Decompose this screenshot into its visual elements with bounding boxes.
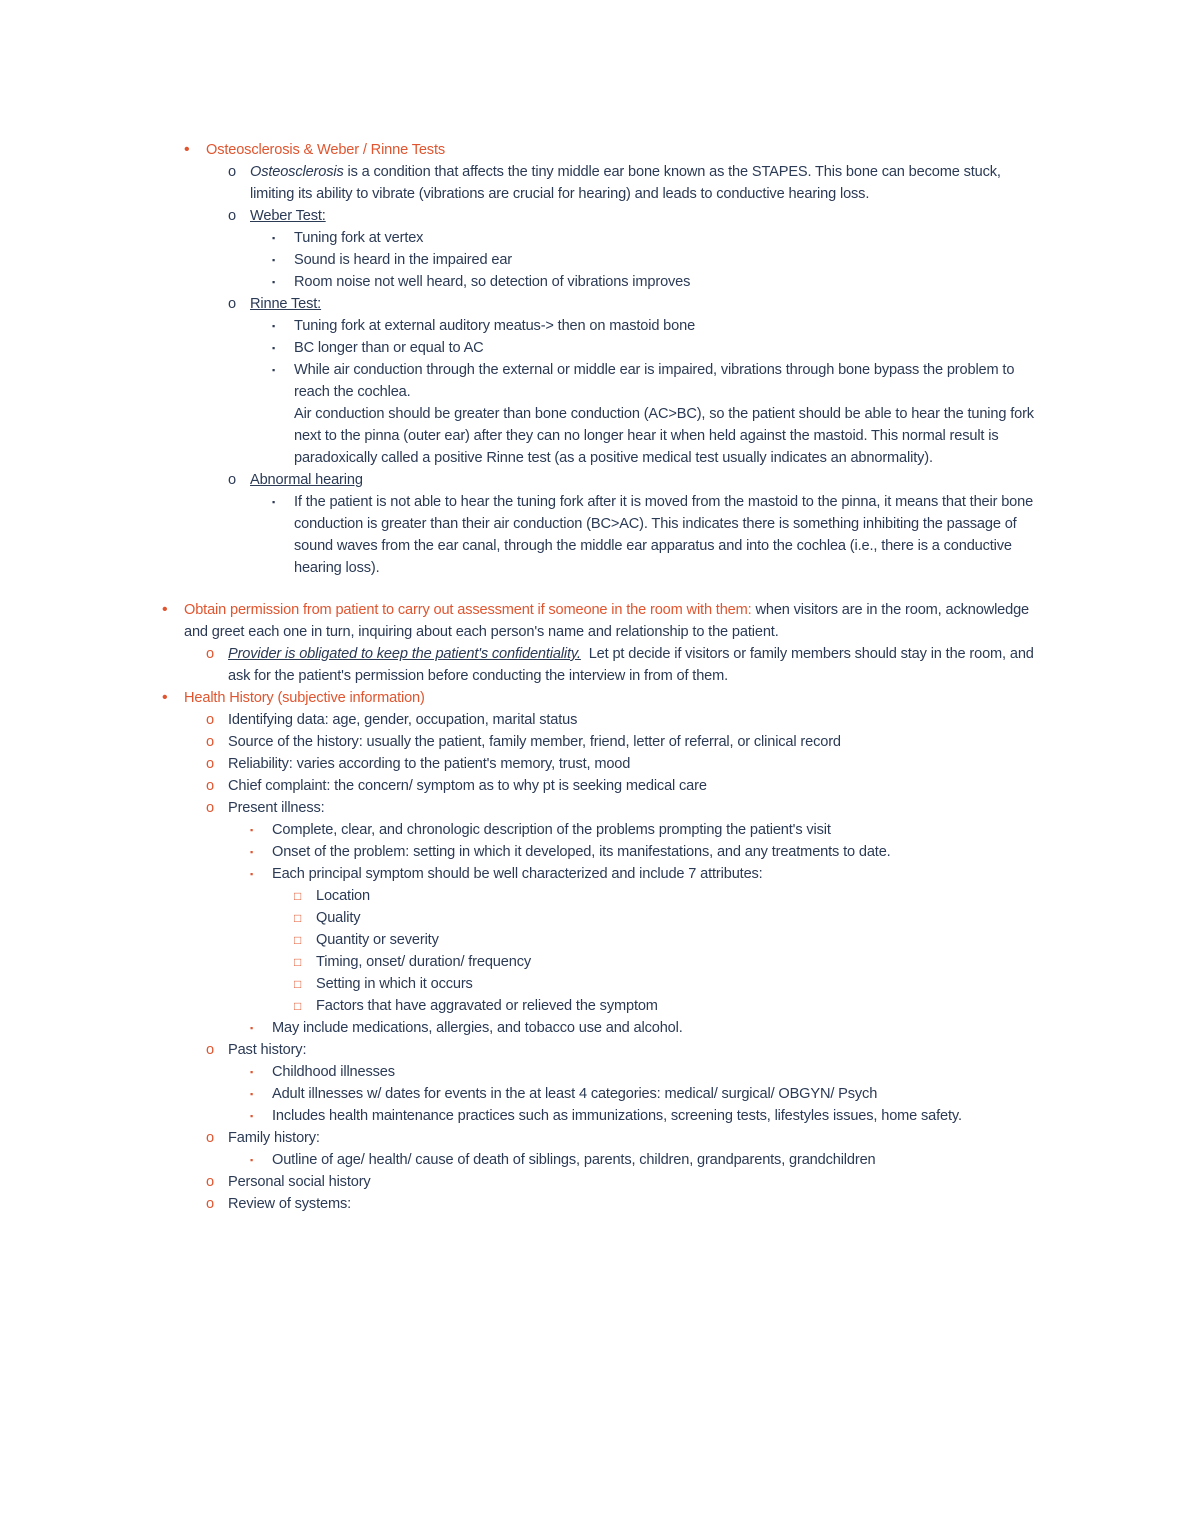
text: Sound is heard in the impaired ear (294, 252, 512, 268)
circle-bullet-icon: o (206, 1174, 214, 1190)
list-item-level-3 (250, 1105, 1037, 1127)
circle-bullet-icon: o (228, 164, 236, 180)
box-bullet-icon: □ (294, 999, 302, 1013)
square-bullet-icon: ▪ (250, 1023, 254, 1033)
text: Quantity or severity (316, 932, 439, 948)
box-bullet-icon: □ (294, 911, 302, 925)
text: Childhood illnesses (272, 1064, 395, 1080)
sub-list (250, 491, 1037, 579)
list-item-level-2 (228, 293, 1037, 469)
item-text (228, 1127, 1037, 1149)
list-item-level-4 (294, 929, 1037, 951)
sub-list (228, 1149, 1037, 1171)
list-item-level-2 (206, 1171, 1037, 1193)
list-item-level-2 (228, 161, 1037, 205)
list-item-level-2 (206, 1193, 1037, 1215)
list-item-level-3 (250, 1061, 1037, 1083)
list-item-level-3 (272, 271, 1037, 293)
text: Outline of age/ health/ cause of death of siblings, parents, children, grandparents, grandchildren (272, 1152, 876, 1168)
item-text (316, 885, 1037, 907)
circle-bullet-icon: o (206, 800, 214, 816)
list-item-level-3 (250, 819, 1037, 841)
item-text (272, 841, 1037, 863)
text: Setting in which it occurs (316, 976, 473, 992)
item-text (316, 995, 1037, 1017)
item-text (228, 731, 1037, 753)
list-item-level-3 (272, 249, 1037, 271)
box-bullet-icon: □ (294, 889, 302, 903)
text: Past history: (228, 1042, 307, 1058)
text: Source of the history: usually the patient, family member, friend, letter of referral, or clinical record (228, 734, 841, 750)
item-text (272, 1017, 1037, 1039)
text: While air conduction through the external or middle ear is impaired, vibrations through bone bypass the problem to reach the cochlea. (294, 362, 1019, 400)
list-item-level-2 (206, 709, 1037, 731)
bullet-icon: • (184, 141, 190, 158)
item-text (272, 1061, 1037, 1083)
list-item-level-2 (206, 797, 1037, 1039)
sub-list (184, 709, 1037, 1215)
text: Tuning fork at vertex (294, 230, 424, 246)
text-italic-underlined: Provider is obligated to keep the patient's confidentiality. (228, 646, 581, 662)
permission-section (162, 599, 1037, 687)
box-bullet-icon: □ (294, 977, 302, 991)
list-item-level-2 (206, 775, 1037, 797)
sub-list (272, 885, 1037, 1017)
item-continuation: Air conduction should be greater than bone conduction (AC>BC), so the patient should be able to hear the tuning fork next to the pinna (outer ear) after they can no longer hear it when held against the mastoid. This normal result is paradoxically called a positive Rinne test (as a positive medical test usually indicates an abnormality). (294, 406, 1034, 466)
item-text (294, 315, 1037, 337)
text: Location (316, 888, 370, 904)
box-bullet-icon: □ (294, 933, 302, 947)
square-bullet-icon: ▪ (250, 1155, 254, 1165)
text: BC longer than or equal to AC (294, 340, 484, 356)
list-item-level-2 (206, 1039, 1037, 1127)
text-italic: Osteosclerosis (250, 164, 344, 180)
list-item-level-3 (272, 491, 1037, 579)
bullet-icon: • (162, 601, 168, 618)
list-item-level-2 (206, 643, 1037, 687)
text: Quality (316, 910, 361, 926)
item-text (316, 951, 1037, 973)
item-text (250, 161, 1037, 205)
square-bullet-icon: ▪ (272, 497, 276, 507)
text: Includes health maintenance practices such as immunizations, screening tests, lifestyles issues, home safety. (272, 1108, 962, 1124)
item-text (294, 227, 1037, 249)
text-highlight: Osteosclerosis & Weber / Rinne Tests (206, 142, 446, 158)
text: Review of systems: (228, 1196, 352, 1212)
item-text (228, 1193, 1037, 1215)
list-item-level-4 (294, 951, 1037, 973)
text: Personal social history (228, 1174, 371, 1190)
text: Each principal symptom should be well characterized and include 7 attributes: (272, 866, 763, 882)
item-text (316, 907, 1037, 929)
item-text (228, 709, 1037, 731)
list-item-level-4 (294, 995, 1037, 1017)
item-text (272, 819, 1037, 841)
list-item-level-1 (162, 687, 1037, 1215)
list-item-level-2 (206, 1127, 1037, 1171)
text-underlined: Abnormal hearing (250, 472, 363, 488)
text: Chief complaint: the concern/ symptom as to why pt is seeking medical care (228, 778, 707, 794)
text: May include medications, allergies, and tobacco use and alcohol. (272, 1020, 683, 1036)
list-item-level-3 (272, 337, 1037, 359)
list-item-level-2 (228, 469, 1037, 579)
list-item-level-3 (250, 1017, 1037, 1039)
list-item-level-3 (250, 863, 1037, 1017)
text: Onset of the problem: setting in which it developed, its manifestations, and any treatments to date. (272, 844, 891, 860)
circle-bullet-icon: o (206, 1196, 214, 1212)
square-bullet-icon: ▪ (272, 343, 276, 353)
item-text (272, 863, 1037, 885)
item-text (294, 271, 1037, 293)
list-item-level-3 (250, 841, 1037, 863)
text: Room noise not well heard, so detection of vibrations improves (294, 274, 691, 290)
square-bullet-icon: ▪ (272, 277, 276, 287)
text-highlight: Obtain permission from patient to carry out assessment if someone in the room with them: (184, 602, 752, 618)
square-bullet-icon: ▪ (250, 1089, 254, 1099)
item-text (250, 293, 1037, 315)
item-text (250, 469, 1037, 491)
circle-bullet-icon: o (206, 1130, 214, 1146)
item-text (294, 337, 1037, 359)
list-item-level-1 (162, 599, 1037, 687)
text: Timing, onset/ duration/ frequency (316, 954, 532, 970)
sub-list (228, 819, 1037, 1039)
item-text (316, 973, 1037, 995)
square-bullet-icon: ▪ (272, 233, 276, 243)
item-text (250, 205, 1037, 227)
text: Tuning fork at external auditory meatus-> then on mastoid bone (294, 318, 696, 334)
text: is a condition that affects the tiny middle ear bone known as the STAPES. This bone can become stuck, limiting its ability to vibrate (vibrations are crucial for hearing) and leads to conductive hearing loss. (250, 164, 1005, 202)
document-page (162, 139, 1037, 1317)
item-text (294, 359, 1037, 403)
text: when visitors are in the room, acknowledge and greet each one in turn, inquiring about each person's name and relationship to the patient. (184, 602, 1033, 640)
item-text (272, 1149, 1037, 1171)
circle-bullet-icon: o (206, 712, 214, 728)
bullet-icon: • (162, 689, 168, 706)
text: Adult illnesses w/ dates for events in the at least 4 categories: medical/ surgical/ OBGYN/ Psych (272, 1086, 878, 1102)
square-bullet-icon: ▪ (250, 1067, 254, 1077)
square-bullet-icon: ▪ (250, 869, 254, 879)
sub-list (250, 227, 1037, 293)
square-bullet-icon: ▪ (272, 255, 276, 265)
list-item-level-3 (272, 227, 1037, 249)
text: Let pt decide if visitors or family members should stay in the room, and ask for the patient's permission before conducting the interview in from of them. (228, 646, 1038, 684)
circle-bullet-icon: o (206, 734, 214, 750)
circle-bullet-icon: o (228, 208, 236, 224)
item-text (228, 753, 1037, 775)
square-bullet-icon: ▪ (272, 365, 276, 375)
sub-list (228, 1061, 1037, 1127)
list-item-level-2 (206, 731, 1037, 753)
sub-list (206, 161, 1037, 579)
text: Identifying data: age, gender, occupation, marital status (228, 712, 578, 728)
item-text (228, 775, 1037, 797)
list-item-level-2 (206, 753, 1037, 775)
list-item-level-3 (272, 359, 1037, 469)
circle-bullet-icon: o (206, 756, 214, 772)
list-item-level-4 (294, 907, 1037, 929)
sub-list (250, 315, 1037, 469)
item-text (316, 929, 1037, 951)
item-text (272, 1105, 1037, 1127)
list-item-level-3 (250, 1149, 1037, 1171)
item-text (294, 249, 1037, 271)
item-text (228, 797, 1037, 819)
square-bullet-icon: ▪ (250, 1111, 254, 1121)
square-bullet-icon: ▪ (250, 847, 254, 857)
circle-bullet-icon: o (206, 778, 214, 794)
list-item-level-1 (184, 139, 1037, 579)
text: Reliability: varies according to the patient's memory, trust, mood (228, 756, 631, 772)
item-text (184, 599, 1037, 643)
text: Family history: (228, 1130, 320, 1146)
list-item-level-3 (250, 1083, 1037, 1105)
item-text (206, 139, 1037, 161)
sub-list (184, 643, 1037, 687)
square-bullet-icon: ▪ (272, 321, 276, 331)
item-text (294, 491, 1037, 579)
text-underlined: Rinne Test: (250, 296, 322, 312)
text: Complete, clear, and chronologic description of the problems prompting the patient's visit (272, 822, 831, 838)
text: Factors that have aggravated or relieved the symptom (316, 998, 658, 1014)
circle-bullet-icon: o (206, 646, 214, 662)
circle-bullet-icon: o (228, 296, 236, 312)
health-history-section (162, 687, 1037, 1215)
list-item-level-4 (294, 973, 1037, 995)
item-text (228, 1171, 1037, 1193)
circle-bullet-icon: o (228, 472, 236, 488)
circle-bullet-icon: o (206, 1042, 214, 1058)
text-underlined: Weber Test: (250, 208, 326, 224)
list-item-level-3 (272, 315, 1037, 337)
text-highlight: Health History (subjective information) (184, 690, 425, 706)
item-text (272, 1083, 1037, 1105)
box-bullet-icon: □ (294, 955, 302, 969)
item-text (228, 643, 1037, 687)
text: If the patient is not able to hear the tuning fork after it is moved from the mastoid to the pinna, it means that their bone conduction is greater than their air conduction (BC>AC). This indicates there is something inhibiting the passage of sound waves from the ear canal, through the middle ear apparatus and into the cochlea (i.e., there is a conductive hearing loss). (294, 494, 1037, 576)
square-bullet-icon: ▪ (250, 825, 254, 835)
item-text (184, 687, 1037, 709)
osteosclerosis-section (184, 139, 1037, 579)
item-text (228, 1039, 1037, 1061)
list-item-level-2 (228, 205, 1037, 293)
list-item-level-4 (294, 885, 1037, 907)
text: Present illness: (228, 800, 325, 816)
